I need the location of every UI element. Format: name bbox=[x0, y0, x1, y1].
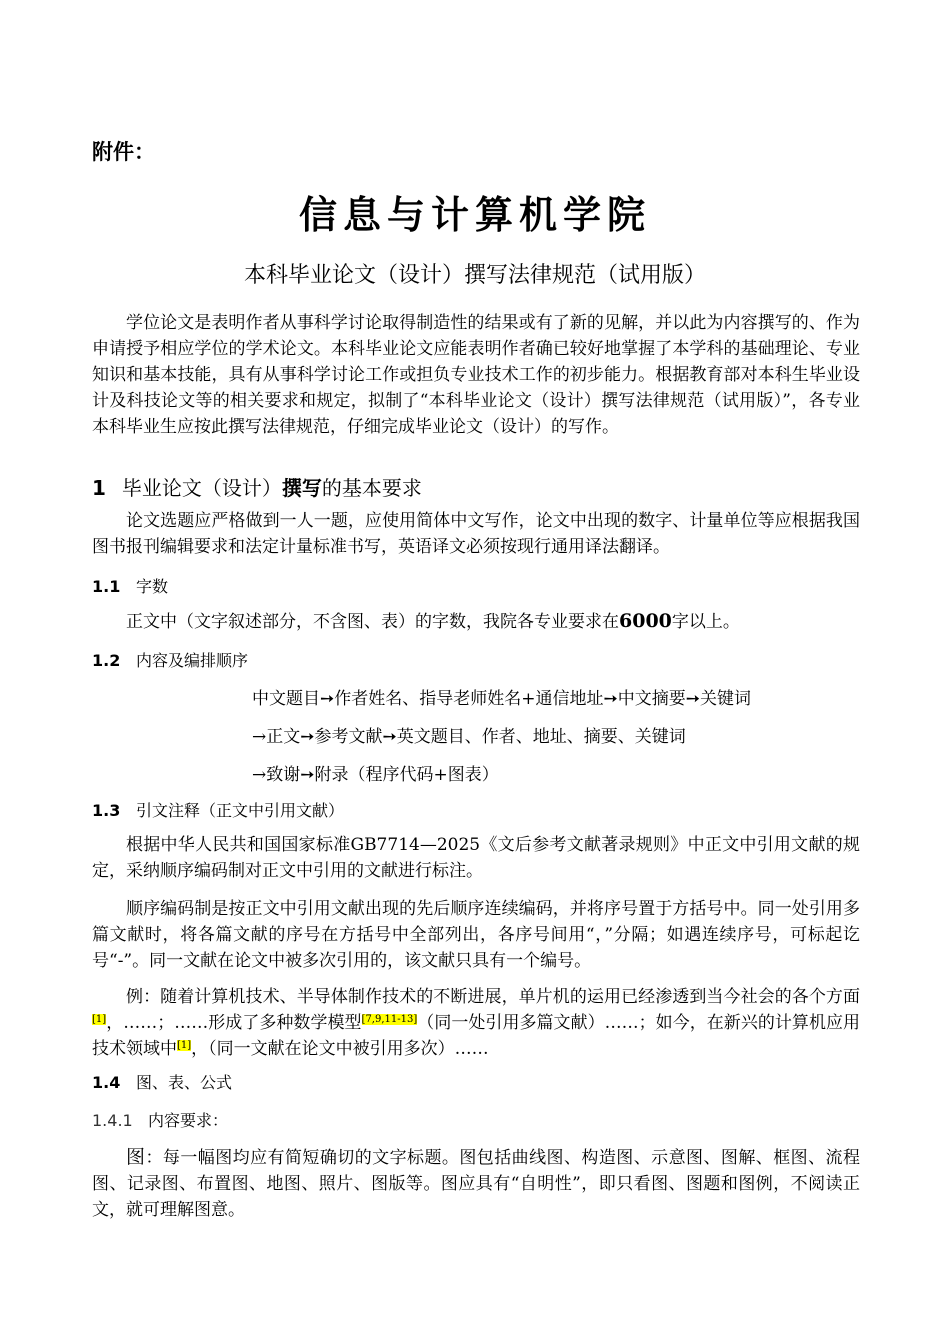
section-1-4-1-heading bbox=[92, 1108, 228, 1131]
section-1-4-heading bbox=[92, 1070, 232, 1093]
citation-ref: [1] bbox=[177, 1040, 192, 1051]
section-1-3-heading bbox=[92, 798, 344, 821]
section-title-part: 毕业论文（设计） bbox=[121, 476, 282, 500]
section-number: 1.4 bbox=[92, 1073, 121, 1092]
example-text: ，……；……形成了多种数学模型 bbox=[106, 1013, 362, 1033]
order-line-1: 中文题目➙作者姓名、指导老师姓名+通信地址➙中文摘要➙关键词 bbox=[252, 689, 751, 709]
section-number: 1.1 bbox=[92, 577, 121, 596]
section-1-heading bbox=[92, 472, 422, 501]
body-text: 正文中（文字叙述部分，不含图、表）的字数，我院各专业要求在 bbox=[126, 612, 619, 632]
figure-body: ：每一幅图均应有简短确切的文字标题。图包括曲线图、构造图、示意图、图解、框图、流程图、记录图、布置图、地图、照片、图版等。图应具有“自明性”，即只看图、图题和图例，不阅读正文，就可理解图意。 bbox=[92, 1148, 860, 1220]
order-line-2: →正文➙参考文献➙英文题目、作者、地址、摘要、关键词 bbox=[252, 727, 686, 747]
section-1-1-heading bbox=[92, 574, 168, 597]
section-title: 内容要求： bbox=[148, 1111, 229, 1130]
section-title-bold: 撰写 bbox=[281, 476, 322, 500]
section-number: 1.2 bbox=[92, 651, 121, 670]
citation-example bbox=[92, 984, 860, 1062]
word-count: 6000 bbox=[619, 610, 672, 632]
citation-ref: [1] bbox=[92, 1014, 107, 1025]
attachment-label: 附件： bbox=[92, 139, 155, 164]
section-title-part: 的基本要求 bbox=[321, 476, 422, 500]
school-name: 信息与计算机学院 bbox=[298, 192, 651, 237]
intro-paragraph: 学位论文是表明作者从事科学讨论取得制造性的结果或有了新的见解，并以此为内容撰写的、作为申请授予相应学位的学术论文。本科毕业论文应能表明作者确已较好地掌握了本学科的基础理论、专业知识和基本技能，具有从事科学讨论工作或担负专业技术工作的初步能力。根据教育部对本科生毕业设计及科技论文等的相关要求和规定，拟制了“本科毕业论文（设计）撰写法律规范（试用版）”，各专业本科毕业生应按此撰写法律规范，仔细完成毕业论文（设计）的写作。 bbox=[92, 313, 860, 437]
figure-label: 图 bbox=[126, 1146, 146, 1168]
section-number: 1.3 bbox=[92, 801, 121, 820]
section-number: 1.4.1 bbox=[92, 1111, 133, 1130]
section-title: 引文注释（正文中引用文献） bbox=[136, 801, 345, 820]
section-1-body: 论文选题应严格做到一人一题，应使用简体中文写作，论文中出现的数字、计量单位等应根据我国图书报刊编辑要求和法定计量标准书写，英语译文必须按现行通用译法翻译。 bbox=[92, 511, 860, 557]
section-number: 1 bbox=[92, 476, 106, 500]
example-text: ，（同一文献在论文中被引用多次）…… bbox=[191, 1039, 489, 1059]
example-text: 例：随着计算机技术、半导体制作技术的不断进展，单片机的运用已经渗透到当今社会的各个方面 bbox=[126, 987, 860, 1007]
section-1-3-para-2: 顺序编码制是按正文中引用文献出现的先后顺序连续编码，并将序号置于方括号中。同一处引用多篇文献时，将各篇文献的序号在方括号中全部列出，各序号间用“，”分隔；如遇连续序号，可标起讫号“-”。同一文献在论文中被多次引用的，该文献只具有一个编号。 bbox=[92, 899, 860, 971]
figure-requirements bbox=[92, 1144, 860, 1223]
section-title: 图、表、公式 bbox=[136, 1073, 233, 1092]
citation-ref: [7,9,11-13] bbox=[361, 1014, 418, 1025]
order-line-3: →致谢➙附录（程序代码+图表） bbox=[252, 765, 499, 785]
section-1-3-para-1: 根据中华人民共和国国家标准GB7714—2025《文后参考文献著录规则》中正文中引用文献的规定，采纳顺序编码制对正文中引用的文献进行标注。 bbox=[92, 835, 860, 881]
section-1-2-heading bbox=[92, 648, 248, 671]
body-text: 字以上。 bbox=[671, 612, 740, 632]
section-1-1-body bbox=[92, 608, 860, 635]
document-title: 本科毕业论文（设计）撰写法律规范（试用版） bbox=[243, 263, 706, 288]
example-text: （同一处引用多篇文献）……；如今，在新兴的计算机应用技术领域中 bbox=[92, 1013, 861, 1059]
section-title: 字数 bbox=[136, 577, 169, 596]
section-title: 内容及编排顺序 bbox=[136, 651, 249, 670]
